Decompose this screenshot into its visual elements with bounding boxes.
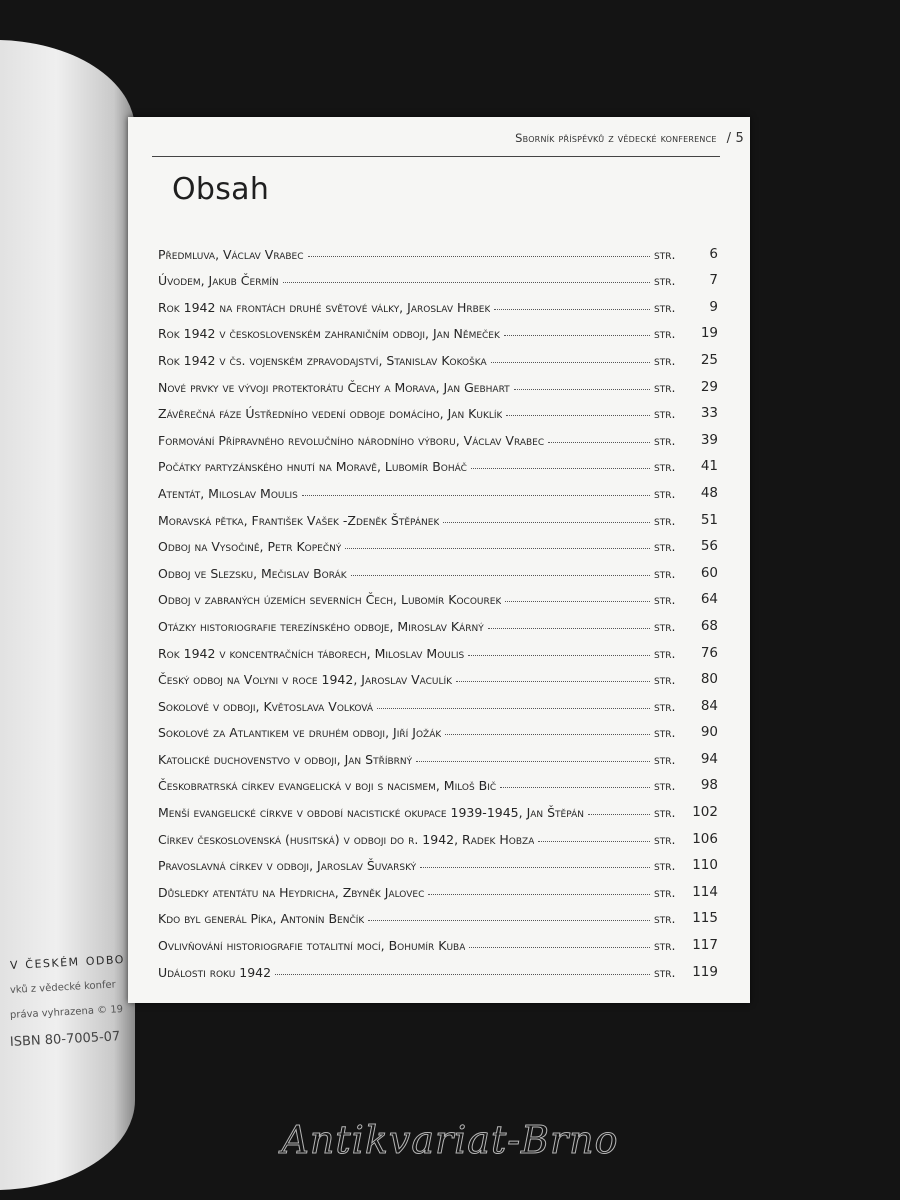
toc-leader-dots	[494, 309, 650, 310]
toc-page-number: 9	[709, 298, 718, 315]
toc-page-number: 64	[700, 591, 718, 608]
toc-entry-title: Rok 1942 na frontách druhé světové války, Jaroslav Hrbek	[158, 299, 491, 315]
toc-entry-title: Moravská pětka, František Vašek -Zdeněk Štěpánek	[158, 512, 440, 528]
toc-entry	[158, 873, 718, 900]
toc-str-label: str.	[654, 379, 676, 395]
toc-entry	[158, 847, 718, 874]
table-of-contents	[158, 235, 718, 980]
toc-entry-title: Menší evangelické církve v období nacistické okupace 1939-1945, Jan Štěpán	[158, 805, 584, 821]
toc-str-label: str.	[654, 512, 676, 528]
toc-str-label: str.	[654, 938, 676, 954]
toc-page-number: 117	[692, 937, 718, 954]
toc-leader-dots	[443, 522, 650, 523]
toc-entry-title: Sokolové v odboji, Květoslava Volková	[158, 698, 374, 714]
toc-entry	[158, 501, 718, 528]
toc-page-number: 94	[700, 750, 718, 767]
toc-page-number: 33	[700, 405, 718, 422]
toc-leader-dots	[308, 256, 650, 257]
toc-leader-dots	[445, 734, 650, 735]
toc-entry-title: Formování Přípravného revolučního národního výboru, Václav Vrabec	[158, 432, 545, 448]
left-page-text: vků z vědecké konfer	[9, 979, 117, 996]
toc-entry-title: Důsledky atentátu na Heydricha, Zbyněk Jalovec	[158, 884, 425, 900]
toc-entry-title: Odboj na Vysočině, Petr Kopečný	[158, 539, 342, 555]
toc-leader-dots	[456, 681, 650, 682]
toc-entry-title: Sokolové za Atlantikem ve druhém odboji, Jiří Jožák	[158, 725, 442, 741]
toc-str-label: str.	[654, 964, 676, 980]
toc-entry-title: Odboj v zabraných územích severních Čech, Lubomír Kocourek	[158, 592, 502, 608]
toc-leader-dots	[351, 575, 650, 576]
toc-leader-dots	[345, 548, 650, 549]
toc-leader-dots	[506, 415, 650, 416]
toc-page-number: 29	[700, 378, 718, 395]
toc-str-label: str.	[654, 352, 676, 368]
left-page-text: práva vyhrazena © 19	[9, 1004, 124, 1021]
header-rule	[152, 156, 720, 157]
toc-leader-dots	[420, 867, 650, 868]
book-page	[128, 117, 750, 1003]
toc-entry-title: Katolické duchovenstvo v odboji, Jan Stříbrný	[158, 751, 413, 767]
left-page-isbn: ISBN 80-7005-07	[9, 1029, 121, 1050]
toc-page-number: 41	[700, 458, 718, 475]
toc-entry-title: Rok 1942 v čs. vojenském zpravodajství, Stanislav Kokoška	[158, 352, 487, 368]
left-page-text: v českém odbo	[9, 948, 126, 973]
toc-entry-title: Otázky historiografie terezínského odboje, Miroslav Kárný	[158, 618, 484, 634]
toc-page-number: 84	[700, 697, 718, 714]
toc-str-label: str.	[654, 751, 676, 767]
toc-leader-dots	[468, 655, 650, 656]
toc-str-label: str.	[654, 273, 676, 289]
toc-page-number: 80	[700, 671, 718, 688]
toc-entry-title: Úvodem, Jakub Čermín	[158, 273, 279, 289]
toc-str-label: str.	[654, 725, 676, 741]
toc-entry	[158, 421, 718, 448]
toc-page-number: 39	[700, 431, 718, 448]
toc-entry	[158, 740, 718, 767]
toc-entry	[158, 288, 718, 315]
page-number: / 5	[726, 131, 744, 146]
toc-page-number: 106	[692, 830, 718, 847]
toc-entry-title: Českobratrská církev evangelická v boji s nacismem, Miloš Bič	[158, 778, 497, 794]
toc-str-label: str.	[654, 326, 676, 342]
toc-str-label: str.	[654, 459, 676, 475]
toc-entry	[158, 235, 718, 262]
toc-str-label: str.	[654, 565, 676, 581]
toc-page-number: 48	[700, 484, 718, 501]
toc-entry-title: Ovlivňování historiografie totalitní mocí, Bohumír Kuba	[158, 938, 466, 954]
toc-entry-title: Církev československá (husitská) v odboji do r. 1942, Radek Hobza	[158, 831, 535, 847]
toc-leader-dots	[548, 442, 650, 443]
toc-page-number: 110	[692, 857, 718, 874]
toc-entry	[158, 820, 718, 847]
toc-entry-title: Události roku 1942	[158, 964, 272, 980]
toc-str-label: str.	[654, 246, 676, 262]
toc-entry-title: Odboj ve Slezsku, Mečislav Borák	[158, 565, 347, 581]
toc-leader-dots	[416, 761, 650, 762]
toc-page-number: 68	[700, 617, 718, 634]
toc-leader-dots	[500, 787, 650, 788]
toc-entry-title: Atentát, Miloslav Moulis	[158, 485, 298, 501]
toc-page-number: 6	[709, 245, 718, 262]
toc-entry	[158, 687, 718, 714]
toc-str-label: str.	[654, 805, 676, 821]
toc-entry	[158, 262, 718, 289]
toc-entry	[158, 448, 718, 475]
toc-entry	[158, 607, 718, 634]
toc-str-label: str.	[654, 884, 676, 900]
toc-page-number: 90	[700, 724, 718, 741]
toc-str-label: str.	[654, 858, 676, 874]
toc-str-label: str.	[654, 432, 676, 448]
toc-entry-title: Kdo byl generál Píka, Antonín Benčík	[158, 911, 365, 927]
toc-entry	[158, 661, 718, 688]
running-header	[515, 131, 744, 146]
toc-leader-dots	[283, 282, 650, 283]
toc-str-label: str.	[654, 672, 676, 688]
toc-entry-title: Pravoslavná církev v odboji, Jaroslav Šuvarský	[158, 858, 417, 874]
toc-str-label: str.	[654, 592, 676, 608]
toc-str-label: str.	[654, 698, 676, 714]
page-title: Obsah	[172, 172, 270, 207]
toc-leader-dots	[377, 708, 650, 709]
toc-page-number: 60	[700, 564, 718, 581]
toc-leader-dots	[471, 468, 650, 469]
toc-page-number: 19	[700, 325, 718, 342]
toc-page-number: 102	[692, 804, 718, 821]
toc-page-number: 98	[700, 777, 718, 794]
toc-str-label: str.	[654, 645, 676, 661]
toc-leader-dots	[469, 947, 650, 948]
toc-str-label: str.	[654, 485, 676, 501]
toc-entry	[158, 341, 718, 368]
toc-page-number: 76	[700, 644, 718, 661]
toc-page-number: 119	[692, 963, 718, 980]
toc-leader-dots	[514, 389, 650, 390]
toc-entry	[158, 767, 718, 794]
toc-str-label: str.	[654, 618, 676, 634]
toc-entry	[158, 554, 718, 581]
toc-page-number: 25	[700, 351, 718, 368]
toc-page-number: 7	[709, 272, 718, 289]
toc-entry-title: Český odboj na Volyni v roce 1942, Jaroslav Vaculík	[158, 672, 453, 688]
toc-entry-title: Rok 1942 v koncentračních táborech, Miloslav Moulis	[158, 645, 465, 661]
toc-page-number: 114	[692, 883, 718, 900]
toc-leader-dots	[275, 974, 650, 975]
toc-page-number: 51	[700, 511, 718, 528]
toc-leader-dots	[302, 495, 650, 496]
toc-leader-dots	[588, 814, 650, 815]
toc-leader-dots	[504, 335, 650, 336]
toc-entry	[158, 634, 718, 661]
toc-entry	[158, 368, 718, 395]
toc-entry	[158, 900, 718, 927]
toc-leader-dots	[491, 362, 650, 363]
toc-page-number: 56	[700, 538, 718, 555]
running-title: Sborník příspěvků z vědecké konference	[515, 131, 717, 145]
toc-entry	[158, 793, 718, 820]
toc-entry	[158, 926, 718, 953]
toc-entry	[158, 953, 718, 980]
toc-leader-dots	[538, 841, 650, 842]
toc-page-number: 115	[692, 910, 718, 927]
toc-entry	[158, 528, 718, 555]
toc-entry	[158, 315, 718, 342]
toc-str-label: str.	[654, 406, 676, 422]
toc-entry	[158, 581, 718, 608]
toc-str-label: str.	[654, 911, 676, 927]
toc-entry-title: Rok 1942 v československém zahraničním odboji, Jan Němeček	[158, 326, 500, 342]
toc-leader-dots	[505, 601, 650, 602]
toc-entry	[158, 474, 718, 501]
toc-str-label: str.	[654, 539, 676, 555]
toc-leader-dots	[428, 894, 650, 895]
toc-entry-title: Počátky partyzánského hnutí na Moravě, Lubomír Boháč	[158, 459, 467, 475]
toc-entry-title: Závěrečná fáze Ústředního vedení odboje domácího, Jan Kuklík	[158, 406, 503, 422]
toc-str-label: str.	[654, 778, 676, 794]
toc-entry	[158, 714, 718, 741]
toc-entry	[158, 395, 718, 422]
toc-str-label: str.	[654, 299, 676, 315]
toc-entry-title: Nové prvky ve vývoji protektorátu Čechy a Morava, Jan Gebhart	[158, 379, 510, 395]
toc-leader-dots	[368, 920, 650, 921]
toc-entry-title: Předmluva, Václav Vrabec	[158, 246, 304, 262]
toc-str-label: str.	[654, 831, 676, 847]
toc-leader-dots	[488, 628, 650, 629]
watermark: Antikvariat-Brno	[281, 1118, 619, 1162]
